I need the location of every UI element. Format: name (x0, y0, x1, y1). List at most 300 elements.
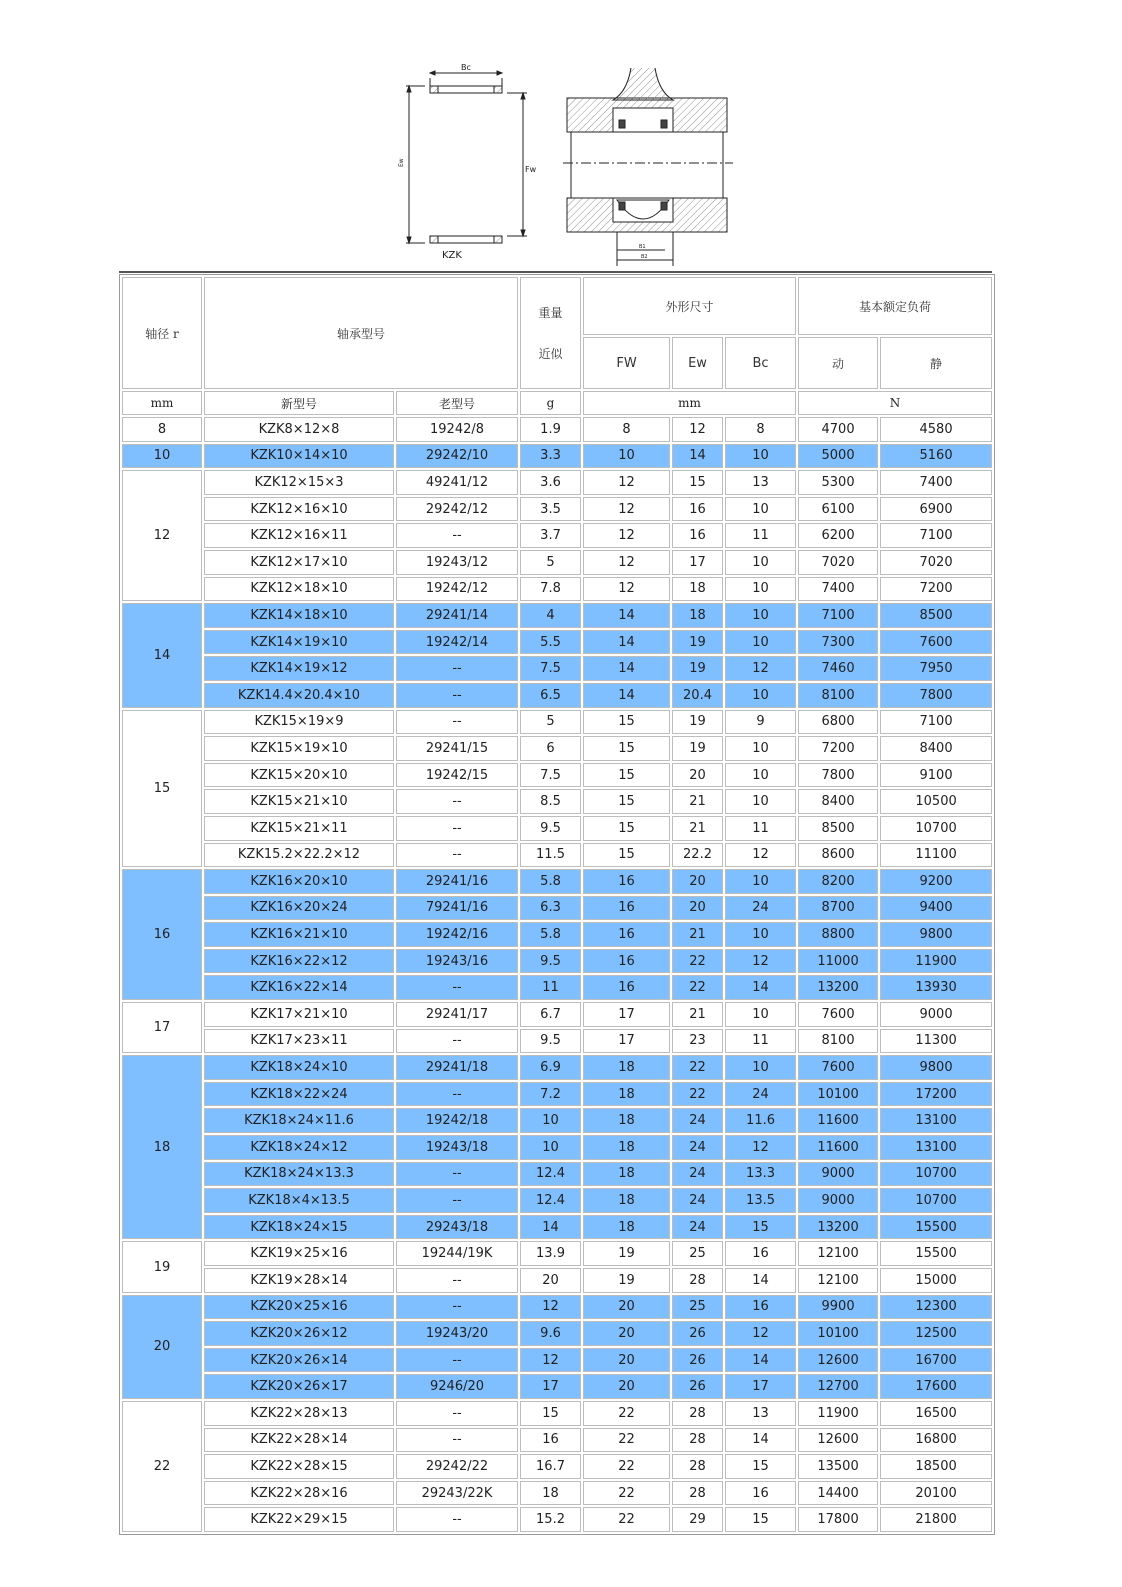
cell-weight: 6.3 (520, 896, 581, 921)
cell-bc: 14 (725, 1348, 796, 1373)
cell-ew: 15 (672, 470, 723, 495)
unit-old-model: 老型号 (396, 391, 518, 415)
cell-fw: 18 (583, 1188, 670, 1213)
cell-fw: 20 (583, 1348, 670, 1373)
cell-fw: 22 (583, 1401, 670, 1426)
cell-new-model: KZK15×21×11 (204, 816, 394, 841)
cell-old-model: 19243/18 (396, 1135, 518, 1160)
cell-old-model: 9246/20 (396, 1374, 518, 1399)
table-row (122, 816, 992, 841)
cell-old-model: 19243/20 (396, 1321, 518, 1346)
cell-dynamic-load: 10100 (798, 1321, 878, 1346)
cell-static-load: 16700 (880, 1348, 992, 1373)
cell-fw: 20 (583, 1321, 670, 1346)
table-row (122, 1135, 992, 1160)
cell-fw: 12 (583, 470, 670, 495)
cell-bc: 14 (725, 1268, 796, 1293)
cell-new-model: KZK14×18×10 (204, 603, 394, 628)
cell-static-load: 13100 (880, 1108, 992, 1133)
cell-static-load: 13930 (880, 975, 992, 1000)
cell-static-load: 20100 (880, 1481, 992, 1506)
table-row (122, 1321, 992, 1346)
cell-old-model: 29242/10 (396, 444, 518, 469)
cell-bc: 16 (725, 1481, 796, 1506)
cell-new-model: KZK15×19×9 (204, 710, 394, 735)
cell-static-load: 6900 (880, 497, 992, 522)
table-row (122, 896, 992, 921)
label-model: KZK (442, 250, 462, 261)
cell-bc: 17 (725, 1374, 796, 1399)
cell-fw: 18 (583, 1082, 670, 1107)
table-row (122, 1029, 992, 1054)
cell-bc: 10 (725, 763, 796, 788)
cell-old-model: 19242/14 (396, 630, 518, 655)
cell-weight: 7.8 (520, 577, 581, 602)
cell-new-model: KZK18×4×13.5 (204, 1188, 394, 1213)
cell-bc: 10 (725, 922, 796, 947)
cell-fw: 12 (583, 577, 670, 602)
table-row (122, 1481, 992, 1506)
cell-new-model: KZK15×20×10 (204, 763, 394, 788)
cell-static-load: 21800 (880, 1507, 992, 1532)
cell-old-model: 19242/12 (396, 577, 518, 602)
bearing-diagram (395, 60, 755, 270)
cell-static-load: 4580 (880, 417, 992, 442)
cell-bc: 11 (725, 523, 796, 548)
cell-weight: 12.4 (520, 1188, 581, 1213)
cell-static-load: 8400 (880, 736, 992, 761)
cell-dynamic-load: 9000 (798, 1162, 878, 1187)
cell-dynamic-load: 8200 (798, 869, 878, 894)
cell-fw: 18 (583, 1215, 670, 1240)
cell-weight: 3.6 (520, 470, 581, 495)
cell-ew: 28 (672, 1454, 723, 1479)
cell-ew: 21 (672, 816, 723, 841)
cell-dynamic-load: 9000 (798, 1188, 878, 1213)
table-row (122, 843, 992, 868)
cell-static-load: 7020 (880, 550, 992, 575)
cell-old-model: -- (396, 1162, 518, 1187)
cell-fw: 12 (583, 497, 670, 522)
cell-weight: 6 (520, 736, 581, 761)
cell-static-load: 12300 (880, 1295, 992, 1320)
cell-weight: 6.5 (520, 683, 581, 708)
table-row (122, 523, 992, 548)
cell-static-load: 7400 (880, 470, 992, 495)
cell-new-model: KZK18×24×11.6 (204, 1108, 394, 1133)
cell-weight: 5.8 (520, 922, 581, 947)
cell-fw: 12 (583, 550, 670, 575)
table-row (122, 1082, 992, 1107)
table-row (122, 1454, 992, 1479)
cell-ew: 19 (672, 710, 723, 735)
table-row (122, 710, 992, 735)
cell-old-model: 29241/14 (396, 603, 518, 628)
cell-new-model: KZK12×17×10 (204, 550, 394, 575)
cell-old-model: -- (396, 1428, 518, 1453)
cell-ew: 20 (672, 763, 723, 788)
cell-old-model: -- (396, 1188, 518, 1213)
cell-old-model: 19243/16 (396, 949, 518, 974)
cell-weight: 3.7 (520, 523, 581, 548)
cell-static-load: 9200 (880, 869, 992, 894)
cell-old-model: 19242/16 (396, 922, 518, 947)
cell-new-model: KZK12×15×3 (204, 470, 394, 495)
cell-old-model: 19244/19K (396, 1241, 518, 1266)
cell-new-model: KZK18×24×15 (204, 1215, 394, 1240)
cell-bc: 10 (725, 577, 796, 602)
table-row (122, 736, 992, 761)
cell-old-model: -- (396, 523, 518, 548)
cell-shaft-diameter: 18 (122, 1055, 202, 1239)
cell-static-load: 7100 (880, 710, 992, 735)
cell-ew: 22 (672, 949, 723, 974)
cell-fw: 22 (583, 1454, 670, 1479)
cell-fw: 15 (583, 763, 670, 788)
cell-static-load: 10500 (880, 789, 992, 814)
cell-fw: 15 (583, 736, 670, 761)
header-dimensions: 外形尺寸 (583, 277, 796, 335)
cell-weight: 5.8 (520, 869, 581, 894)
cell-ew: 24 (672, 1188, 723, 1213)
unit-load: N (798, 391, 992, 415)
cell-ew: 20 (672, 869, 723, 894)
cell-bc: 10 (725, 789, 796, 814)
cell-new-model: KZK16×22×14 (204, 975, 394, 1000)
cell-new-model: KZK18×24×12 (204, 1135, 394, 1160)
cell-bc: 10 (725, 630, 796, 655)
cell-weight: 15.2 (520, 1507, 581, 1532)
separator-line (119, 271, 992, 273)
cell-ew: 25 (672, 1295, 723, 1320)
cell-new-model: KZK22×28×13 (204, 1401, 394, 1426)
cell-fw: 14 (583, 603, 670, 628)
cell-weight: 5 (520, 550, 581, 575)
cell-bc: 24 (725, 896, 796, 921)
cell-new-model: KZK20×25×16 (204, 1295, 394, 1320)
cell-fw: 15 (583, 816, 670, 841)
cell-bc: 11.6 (725, 1108, 796, 1133)
cell-weight: 12 (520, 1295, 581, 1320)
cell-new-model: KZK22×28×16 (204, 1481, 394, 1506)
cell-old-model: 29241/18 (396, 1055, 518, 1080)
cell-ew: 21 (672, 922, 723, 947)
cell-weight: 13.9 (520, 1241, 581, 1266)
cell-weight: 4 (520, 603, 581, 628)
cell-old-model: 79241/16 (396, 896, 518, 921)
cell-old-model: -- (396, 710, 518, 735)
cell-weight: 5.5 (520, 630, 581, 655)
cell-bc: 10 (725, 550, 796, 575)
cell-shaft-diameter: 15 (122, 710, 202, 868)
cell-ew: 19 (672, 630, 723, 655)
cell-fw: 16 (583, 896, 670, 921)
cell-new-model: KZK16×20×24 (204, 896, 394, 921)
cell-ew: 28 (672, 1428, 723, 1453)
cell-fw: 15 (583, 789, 670, 814)
cell-ew: 14 (672, 444, 723, 469)
header-dynamic: 动 (798, 337, 878, 389)
cell-dynamic-load: 5000 (798, 444, 878, 469)
cell-shaft-diameter: 14 (122, 603, 202, 707)
cell-bc: 9 (725, 710, 796, 735)
cell-ew: 28 (672, 1268, 723, 1293)
cell-ew: 21 (672, 789, 723, 814)
cell-weight: 18 (520, 1481, 581, 1506)
cell-new-model: KZK16×21×10 (204, 922, 394, 947)
cell-ew: 24 (672, 1215, 723, 1240)
cage-view (406, 71, 527, 243)
cell-weight: 9.5 (520, 816, 581, 841)
cell-static-load: 5160 (880, 444, 992, 469)
cell-fw: 10 (583, 444, 670, 469)
cell-weight: 8.5 (520, 789, 581, 814)
cell-fw: 16 (583, 922, 670, 947)
cell-bc: 12 (725, 1135, 796, 1160)
cell-weight: 7.2 (520, 1082, 581, 1107)
table-row (122, 1348, 992, 1373)
cell-fw: 15 (583, 843, 670, 868)
table-row (122, 1268, 992, 1293)
header-ew: Ew (672, 337, 723, 389)
cell-ew: 12 (672, 417, 723, 442)
installation-view (563, 68, 733, 266)
header-weight-top: 重量 (538, 306, 563, 320)
cell-old-model: 29242/22 (396, 1454, 518, 1479)
cell-shaft-diameter: 8 (122, 417, 202, 442)
cell-old-model: -- (396, 975, 518, 1000)
cell-fw: 19 (583, 1268, 670, 1293)
cell-new-model: KZK10×14×10 (204, 444, 394, 469)
cell-old-model: 49241/12 (396, 470, 518, 495)
cell-new-model: KZK15×21×10 (204, 789, 394, 814)
table-row (122, 869, 992, 894)
cell-old-model: -- (396, 816, 518, 841)
cell-dynamic-load: 14400 (798, 1481, 878, 1506)
cell-fw: 18 (583, 1055, 670, 1080)
cell-dynamic-load: 8700 (798, 896, 878, 921)
table-row (122, 975, 992, 1000)
table-row (122, 630, 992, 655)
cell-static-load: 17200 (880, 1082, 992, 1107)
cell-static-load: 10700 (880, 1162, 992, 1187)
cell-bc: 15 (725, 1454, 796, 1479)
cell-fw: 15 (583, 710, 670, 735)
cell-fw: 14 (583, 630, 670, 655)
cell-bc: 12 (725, 843, 796, 868)
cell-old-model: -- (396, 683, 518, 708)
cell-bc: 11 (725, 816, 796, 841)
cell-weight: 3.5 (520, 497, 581, 522)
cell-static-load: 10700 (880, 816, 992, 841)
cell-fw: 17 (583, 1002, 670, 1027)
cell-static-load: 10700 (880, 1188, 992, 1213)
cell-new-model: KZK19×25×16 (204, 1241, 394, 1266)
cell-ew: 20 (672, 896, 723, 921)
cell-dynamic-load: 11900 (798, 1401, 878, 1426)
table-row (122, 1428, 992, 1453)
cell-new-model: KZK18×22×24 (204, 1082, 394, 1107)
cell-shaft-diameter: 20 (122, 1295, 202, 1399)
label-ew: Ew (398, 158, 405, 167)
cell-dynamic-load: 7460 (798, 656, 878, 681)
cell-ew: 23 (672, 1029, 723, 1054)
cell-bc: 11 (725, 1029, 796, 1054)
cell-fw: 22 (583, 1507, 670, 1532)
cell-new-model: KZK16×20×10 (204, 869, 394, 894)
table-row (122, 577, 992, 602)
cell-dynamic-load: 6100 (798, 497, 878, 522)
cell-dynamic-load: 11600 (798, 1108, 878, 1133)
table-row (122, 470, 992, 495)
cell-static-load: 17600 (880, 1374, 992, 1399)
cell-static-load: 7800 (880, 683, 992, 708)
cell-ew: 28 (672, 1481, 723, 1506)
cell-new-model: KZK18×24×10 (204, 1055, 394, 1080)
table-row (122, 497, 992, 522)
cell-ew: 22 (672, 975, 723, 1000)
cell-static-load: 9400 (880, 896, 992, 921)
cell-shaft-diameter: 17 (122, 1002, 202, 1053)
cell-static-load: 11100 (880, 843, 992, 868)
cell-dynamic-load: 6800 (798, 710, 878, 735)
cell-static-load: 15500 (880, 1215, 992, 1240)
cell-shaft-diameter: 10 (122, 444, 202, 469)
cell-dynamic-load: 8600 (798, 843, 878, 868)
cell-bc: 8 (725, 417, 796, 442)
cell-old-model: -- (396, 1295, 518, 1320)
cell-fw: 14 (583, 656, 670, 681)
cell-old-model: -- (396, 789, 518, 814)
table-row (122, 1188, 992, 1213)
cell-weight: 9.6 (520, 1321, 581, 1346)
cell-static-load: 9100 (880, 763, 992, 788)
cell-weight: 11.5 (520, 843, 581, 868)
cell-bc: 13.3 (725, 1162, 796, 1187)
cell-bc: 10 (725, 497, 796, 522)
cell-new-model: KZK8×12×8 (204, 417, 394, 442)
cell-dynamic-load: 9900 (798, 1295, 878, 1320)
cell-old-model: 29241/15 (396, 736, 518, 761)
cell-bc: 10 (725, 736, 796, 761)
cell-new-model: KZK18×24×13.3 (204, 1162, 394, 1187)
cell-bc: 13 (725, 1401, 796, 1426)
cell-shaft-diameter: 22 (122, 1401, 202, 1532)
cell-weight: 5 (520, 710, 581, 735)
cell-old-model: -- (396, 1401, 518, 1426)
cell-weight: 9.5 (520, 949, 581, 974)
cell-bc: 24 (725, 1082, 796, 1107)
cell-ew: 21 (672, 1002, 723, 1027)
table-row (122, 417, 992, 442)
cell-bc: 16 (725, 1241, 796, 1266)
cell-weight: 10 (520, 1108, 581, 1133)
cell-old-model: 19242/8 (396, 417, 518, 442)
cell-ew: 25 (672, 1241, 723, 1266)
cell-old-model: 19242/15 (396, 763, 518, 788)
cell-new-model: KZK15.2×22.2×12 (204, 843, 394, 868)
cell-ew: 17 (672, 550, 723, 575)
cell-new-model: KZK15×19×10 (204, 736, 394, 761)
cell-ew: 26 (672, 1374, 723, 1399)
cell-weight: 16.7 (520, 1454, 581, 1479)
cell-dynamic-load: 5300 (798, 470, 878, 495)
cell-static-load: 7950 (880, 656, 992, 681)
unit-new-model: 新型号 (204, 391, 394, 415)
cell-dynamic-load: 8500 (798, 816, 878, 841)
cell-dynamic-load: 11000 (798, 949, 878, 974)
cell-shaft-diameter: 12 (122, 470, 202, 601)
cell-old-model: -- (396, 1029, 518, 1054)
table-row (122, 1401, 992, 1426)
cell-old-model: 19242/18 (396, 1108, 518, 1133)
table-row (122, 1295, 992, 1320)
cell-ew: 16 (672, 497, 723, 522)
cell-old-model: -- (396, 1507, 518, 1532)
header-static: 静 (880, 337, 992, 389)
table-row (122, 1374, 992, 1399)
cell-fw: 18 (583, 1162, 670, 1187)
cell-new-model: KZK12×18×10 (204, 577, 394, 602)
cell-bc: 14 (725, 1428, 796, 1453)
cell-dynamic-load: 8800 (798, 922, 878, 947)
table-row (122, 656, 992, 681)
header-load-rating: 基本额定负荷 (798, 277, 992, 335)
cell-old-model: -- (396, 656, 518, 681)
cell-weight: 11 (520, 975, 581, 1000)
cell-weight: 12.4 (520, 1162, 581, 1187)
cell-old-model: -- (396, 1082, 518, 1107)
cell-weight: 14 (520, 1215, 581, 1240)
cell-dynamic-load: 7400 (798, 577, 878, 602)
cell-static-load: 9000 (880, 1002, 992, 1027)
header-bc: Bc (725, 337, 796, 389)
cell-ew: 24 (672, 1135, 723, 1160)
table-row (122, 1507, 992, 1532)
cell-ew: 22 (672, 1055, 723, 1080)
cell-fw: 8 (583, 417, 670, 442)
table-row (122, 1108, 992, 1133)
cell-bc: 10 (725, 603, 796, 628)
header-shaft: 轴径 r (122, 277, 202, 389)
cell-dynamic-load: 13200 (798, 1215, 878, 1240)
cell-ew: 18 (672, 603, 723, 628)
cell-dynamic-load: 13500 (798, 1454, 878, 1479)
cell-bc: 10 (725, 869, 796, 894)
cell-weight: 7.5 (520, 656, 581, 681)
cell-dynamic-load: 8100 (798, 1029, 878, 1054)
cell-weight: 16 (520, 1428, 581, 1453)
cell-old-model: 29241/16 (396, 869, 518, 894)
cell-dynamic-load: 17800 (798, 1507, 878, 1532)
table-row (122, 603, 992, 628)
cell-old-model: 29243/22K (396, 1481, 518, 1506)
cell-shaft-diameter: 16 (122, 869, 202, 1000)
cell-fw: 14 (583, 683, 670, 708)
cell-new-model: KZK20×26×17 (204, 1374, 394, 1399)
header-fw: FW (583, 337, 670, 389)
cell-static-load: 15000 (880, 1268, 992, 1293)
table-row (122, 949, 992, 974)
cell-weight: 3.3 (520, 444, 581, 469)
cell-weight: 17 (520, 1374, 581, 1399)
cell-fw: 16 (583, 949, 670, 974)
cell-ew: 24 (672, 1108, 723, 1133)
cell-static-load: 8500 (880, 603, 992, 628)
cell-bc: 10 (725, 1055, 796, 1080)
label-fw: Fw (525, 165, 537, 174)
cell-ew: 22.2 (672, 843, 723, 868)
